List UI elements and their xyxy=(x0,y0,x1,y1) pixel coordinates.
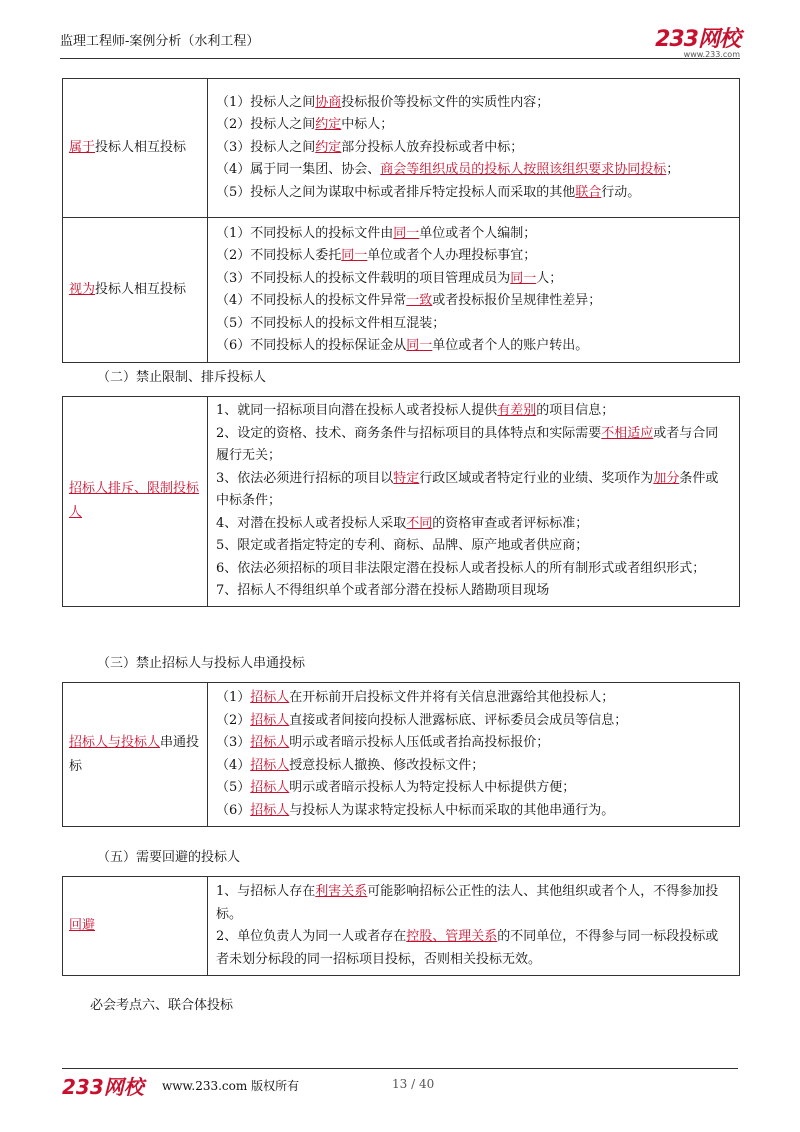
text-run: 的不同单位，不得参与同一标段投标或者未划分标段的同一招标项目投标，否则相关投标无效。 xyxy=(216,929,719,967)
collusion-table xyxy=(62,78,740,363)
restriction-table xyxy=(62,396,740,607)
text-run: 单位或者个人办理投标事宜； xyxy=(367,248,537,263)
highlighted-text: 联合 xyxy=(575,184,602,200)
text-run: （4） xyxy=(216,757,251,773)
row-label xyxy=(63,397,208,607)
text-run: （3）不同投标人的投标文件载明的项目管理成员为 xyxy=(216,270,511,286)
list-item xyxy=(216,245,731,268)
text-run: （3）投标人之间 xyxy=(216,139,316,155)
highlighted-text: 同一 xyxy=(406,338,433,353)
text-run: 授意投标人撤换、修改投标文件； xyxy=(289,757,485,773)
text-run: （5）投标人之间为谋取中标或者排斥特定投标人而采取的其他 xyxy=(216,184,576,200)
text-run: 投标人相互投标 xyxy=(95,140,187,155)
text-run: 或者与合同履行无关； xyxy=(216,425,719,463)
row-label xyxy=(63,218,208,363)
text-run: 明示或者暗示投标人为特定投标人中标提供方便； xyxy=(289,780,576,795)
table-row xyxy=(63,877,740,976)
list-item xyxy=(216,268,731,291)
row-label xyxy=(63,683,208,827)
text-run: （2）不同投标人委托 xyxy=(216,248,342,263)
text-run: 或者投标报价呈规律性差异； xyxy=(432,293,602,308)
text-run: 5、限定或者指定特定的专利、商标、品牌、原产地或者供应商； xyxy=(216,538,589,553)
row-label xyxy=(63,877,208,976)
text-run: 条件或中标条件； xyxy=(216,470,719,508)
highlighted-text: 利害关系 xyxy=(315,884,368,899)
text-run: 投标报价等投标文件的实质性内容； xyxy=(341,94,550,110)
list-item xyxy=(216,732,731,755)
highlighted-text: 一致 xyxy=(406,293,433,308)
list-item xyxy=(216,535,731,558)
row-content xyxy=(208,683,740,827)
text-run: （2）投标人之间 xyxy=(216,117,316,133)
highlighted-text: 协商 xyxy=(315,94,342,110)
text-run: 行政区域或者特定行业的业绩、奖项作为 xyxy=(419,470,654,486)
highlighted-text: 招标人 xyxy=(250,802,290,818)
highlighted-text: 招标人 xyxy=(250,735,290,750)
row-content xyxy=(208,79,740,218)
logo-text: 233网校 xyxy=(655,27,740,52)
text-run: （5）不同投标人的投标文件相互混装； xyxy=(216,315,446,331)
table-row xyxy=(63,218,740,363)
text-run: （1） xyxy=(216,690,251,705)
row-content xyxy=(208,218,740,363)
text-run: 单位或者个人的账户转出。 xyxy=(432,338,589,353)
list-item xyxy=(216,468,731,513)
document-title: 监理工程师-案例分析（水利工程） xyxy=(60,34,260,49)
list-item xyxy=(216,926,731,971)
text-run: （3） xyxy=(216,735,251,750)
list-item xyxy=(216,513,731,536)
text-run: （4）不同投标人的投标文件异常 xyxy=(216,293,407,308)
text-run: 直接或者间接向投标人泄露标底、评标委员会成员等信息； xyxy=(289,712,628,728)
text-run: （5） xyxy=(216,780,251,795)
text-run: （1）不同投标人的投标文件由 xyxy=(216,225,394,241)
brand-logo xyxy=(655,22,740,59)
text-run: 7、招标人不得组织单个或者部分潜在投标人踏勘项目现场 xyxy=(216,583,550,598)
list-item xyxy=(216,710,731,733)
text-run: 的项目信息； xyxy=(536,403,615,418)
list-item xyxy=(216,400,731,423)
highlighted-text: 同一 xyxy=(341,248,368,263)
highlighted-text: 视为 xyxy=(69,282,96,297)
text-run: 可能影响招标公正性的法人、其他组织或者个人，不得参加投标。 xyxy=(216,884,719,922)
text-run: （6） xyxy=(216,802,251,818)
section-heading: （三）禁止招标人与投标人串通投标 xyxy=(97,656,306,671)
highlighted-text: 控股、管理关系 xyxy=(406,929,498,944)
text-run: 中标人； xyxy=(341,117,394,133)
footer-logo: 233网校 xyxy=(62,1075,144,1099)
highlighted-text: 招标人排斥、限制投标人 xyxy=(69,481,200,521)
highlighted-text: 招标人 xyxy=(250,712,290,728)
list-item xyxy=(216,800,731,823)
text-run: （6）不同投标人的投标保证金从 xyxy=(216,338,407,353)
list-item xyxy=(216,755,731,778)
row-content xyxy=(208,397,740,607)
highlighted-text: 有差别 xyxy=(497,403,537,418)
table-row xyxy=(63,397,740,607)
section-heading: （二）禁止限制、排斥投标人 xyxy=(97,370,267,385)
highlighted-text: 招标人 xyxy=(250,757,290,773)
list-item xyxy=(216,687,731,710)
text-run: 3、依法必须进行招标的项目以 xyxy=(216,470,394,486)
text-run: 单位或者个人编制； xyxy=(419,225,537,241)
highlighted-text: 同一 xyxy=(393,225,420,241)
highlighted-text: 加分 xyxy=(653,470,680,486)
highlighted-text: 回避 xyxy=(69,918,96,933)
text-run: （4）属于同一集团、协会、 xyxy=(216,162,381,178)
text-run: 4、对潜在投标人或者投标人采取 xyxy=(216,515,407,531)
page-footer xyxy=(62,1068,738,1099)
highlighted-text: 特定 xyxy=(393,470,420,486)
highlighted-text: 不相适应 xyxy=(601,425,654,441)
list-item xyxy=(216,881,731,926)
text-run: 行动。 xyxy=(601,184,641,200)
list-item xyxy=(216,114,731,137)
section-heading: 必会考点六、联合体投标 xyxy=(90,998,234,1013)
text-run: 2、单位负责人为同一人或者存在 xyxy=(216,929,407,944)
text-run: 串通投标 xyxy=(69,734,200,774)
bid-rigging-table xyxy=(62,682,740,827)
highlighted-text: 招标人 xyxy=(250,780,290,795)
highlighted-text: 同一 xyxy=(510,270,537,286)
highlighted-text: 约定 xyxy=(315,139,342,155)
table-row xyxy=(63,79,740,218)
text-run: 的资格审查或者评标标准； xyxy=(432,515,589,531)
list-item xyxy=(216,580,731,603)
text-run: ； xyxy=(666,162,680,178)
list-item xyxy=(216,777,731,800)
list-item xyxy=(216,223,731,246)
text-run: （1）投标人之间 xyxy=(216,94,316,110)
text-run: 与投标人为谋求特定投标人中标而采取的其他串通行为。 xyxy=(289,802,615,818)
list-item xyxy=(216,182,731,205)
page-number: 13 / 40 xyxy=(392,1077,435,1091)
text-run: 投标人相互投标 xyxy=(95,282,187,297)
highlighted-text: 招标人与投标人 xyxy=(69,734,161,750)
highlighted-text: 商会等组织成员的投标人按照该组织要求协同投标 xyxy=(380,162,667,178)
list-item xyxy=(216,335,731,358)
text-run: 1、与招标人存在 xyxy=(216,884,316,899)
text-run: 6、依法必须招标的项目非法限定潜在投标人或者投标人的所有制形式或者组织形式； xyxy=(216,560,706,576)
section-heading: （五）需要回避的投标人 xyxy=(97,850,241,865)
text-run: （2） xyxy=(216,712,251,728)
highlighted-text: 约定 xyxy=(315,117,342,133)
list-item xyxy=(216,423,731,468)
page-header xyxy=(60,18,740,59)
list-item xyxy=(216,92,731,115)
text-run: 部分投标人放弃投标或者中标； xyxy=(341,139,524,155)
highlighted-text: 属于 xyxy=(69,140,96,155)
avoidance-table xyxy=(62,876,740,976)
text-run: 明示或者暗示投标人压低或者抬高投标报价； xyxy=(289,735,550,750)
logo-url: www.233.com xyxy=(683,50,740,59)
table-row xyxy=(63,683,740,827)
row-label xyxy=(63,79,208,218)
text-run: 在开标前开启投标文件并将有关信息泄露给其他投标人； xyxy=(289,690,615,705)
text-run: 2、设定的资格、技术、商务条件与招标项目的具体特点和实际需要 xyxy=(216,425,602,441)
footer-copyright: www.233.com 版权所有 xyxy=(162,1079,300,1093)
highlighted-text: 招标人 xyxy=(250,690,290,705)
list-item xyxy=(216,290,731,313)
list-item xyxy=(216,558,731,581)
text-run: 1、就同一招标项目向潜在投标人或者投标人提供 xyxy=(216,403,498,418)
row-content xyxy=(208,877,740,976)
list-item xyxy=(216,313,731,336)
list-item xyxy=(216,159,731,182)
text-run: 人； xyxy=(536,270,563,286)
highlighted-text: 不同 xyxy=(406,515,433,531)
list-item xyxy=(216,137,731,160)
